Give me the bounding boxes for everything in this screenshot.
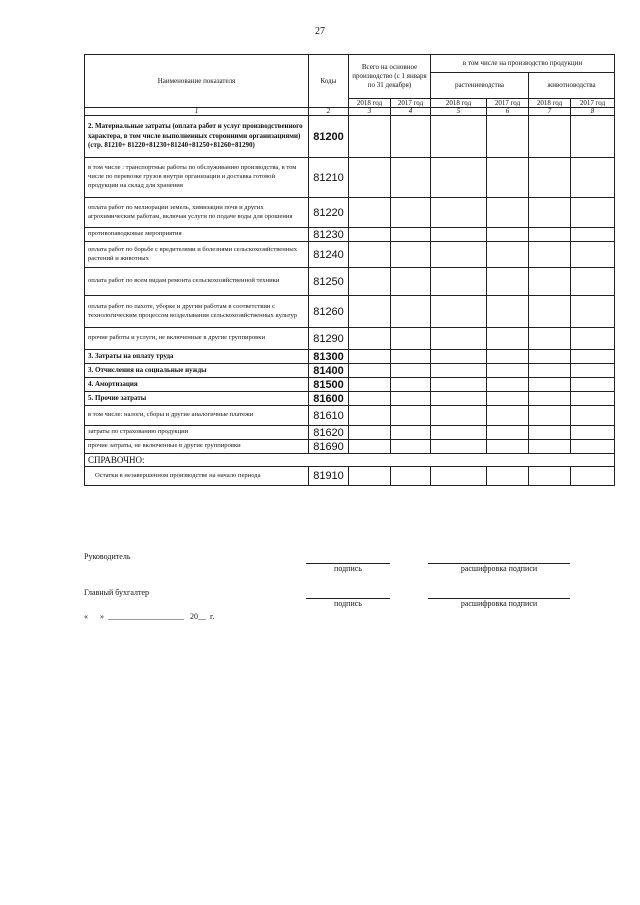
value-cell[interactable]: [571, 158, 615, 198]
value-cell[interactable]: [571, 198, 615, 228]
value-cell[interactable]: [487, 328, 529, 350]
value-cell[interactable]: [391, 440, 431, 454]
value-cell[interactable]: [431, 467, 487, 486]
value-cell[interactable]: [529, 268, 571, 296]
reference-code: 81910: [309, 467, 349, 486]
table-row: [85, 350, 615, 364]
value-cell[interactable]: [349, 406, 391, 426]
column-number: 2: [309, 108, 349, 116]
value-cell[interactable]: [487, 440, 529, 454]
value-cell[interactable]: [529, 158, 571, 198]
value-cell[interactable]: [571, 116, 615, 158]
indicator-name: 4. Амортизация: [85, 378, 309, 392]
indicator-code: 81600: [309, 392, 349, 406]
value-cell[interactable]: [571, 440, 615, 454]
indicator-code: 81210: [309, 158, 349, 198]
value-cell[interactable]: [529, 426, 571, 440]
value-cell[interactable]: [349, 116, 391, 158]
table-row: [85, 364, 615, 378]
value-cell[interactable]: [391, 426, 431, 440]
value-cell[interactable]: [487, 378, 529, 392]
value-cell[interactable]: [349, 426, 391, 440]
header-codes: Коды: [309, 55, 349, 108]
value-cell[interactable]: [529, 296, 571, 328]
value-cell[interactable]: [431, 116, 487, 158]
header-year-2017: 2017 год: [571, 99, 615, 108]
header-year-2017: 2017 год: [487, 99, 529, 108]
value-cell[interactable]: [571, 406, 615, 426]
reference-name: Остатки в незавершенном производстве на начало периода: [85, 467, 309, 486]
value-cell[interactable]: [391, 116, 431, 158]
value-cell[interactable]: [487, 364, 529, 378]
indicator-code: 81400: [309, 364, 349, 378]
value-cell[interactable]: [431, 228, 487, 242]
column-number: 8: [571, 108, 615, 116]
value-cell[interactable]: [431, 406, 487, 426]
indicator-code: 81290: [309, 328, 349, 350]
value-cell[interactable]: [391, 406, 431, 426]
table-row: [85, 328, 615, 350]
header-name: Наименование показателя: [85, 55, 309, 108]
value-cell[interactable]: [431, 426, 487, 440]
header-year-2018: 2018 год: [349, 99, 391, 108]
value-cell[interactable]: [349, 467, 391, 486]
director-signature-caption: подпись: [334, 564, 362, 573]
value-cell[interactable]: [349, 158, 391, 198]
indicator-name: 3. Затраты на оплату труда: [85, 350, 309, 364]
value-cell[interactable]: [529, 467, 571, 486]
value-cell[interactable]: [349, 440, 391, 454]
header-including: в том числе на производство продукции: [431, 55, 615, 73]
header-year-2018: 2018 год: [529, 99, 571, 108]
indicator-code: 81620: [309, 426, 349, 440]
value-cell[interactable]: [391, 364, 431, 378]
value-cell[interactable]: [431, 158, 487, 198]
column-number: 7: [529, 108, 571, 116]
indicator-name: 5. Прочие затраты: [85, 392, 309, 406]
value-cell[interactable]: [349, 328, 391, 350]
value-cell[interactable]: [391, 350, 431, 364]
indicator-name: оплата работ по борьбе с вредителями и болезнями сельскохозяйственных растений и животных: [85, 242, 309, 268]
value-cell[interactable]: [487, 350, 529, 364]
value-cell[interactable]: [571, 378, 615, 392]
value-cell[interactable]: [571, 364, 615, 378]
indicator-code: 81690: [309, 440, 349, 454]
indicator-code: 81200: [309, 116, 349, 158]
value-cell[interactable]: [349, 392, 391, 406]
value-cell[interactable]: [529, 392, 571, 406]
value-cell[interactable]: [529, 350, 571, 364]
value-cell[interactable]: [391, 378, 431, 392]
value-cell[interactable]: [487, 392, 529, 406]
value-cell[interactable]: [571, 242, 615, 268]
value-cell[interactable]: [391, 328, 431, 350]
value-cell[interactable]: [487, 426, 529, 440]
column-number: 6: [487, 108, 529, 116]
indicator-name: затраты по страхованию продукции: [85, 426, 309, 440]
indicator-code: 81240: [309, 242, 349, 268]
reference-title: СПРАВОЧНО:: [85, 454, 615, 467]
header-total: Всего на основное производство (с 1 января по 31 декабря): [349, 55, 431, 99]
indicator-code: 81610: [309, 406, 349, 426]
indicator-name: 2. Материальные затраты (оплата работ и услуг производственного характера, в том числе выполненных сторонними организациями) (стр. 81210+ 81220+81230+81240+81250+81260+81290): [85, 116, 309, 158]
table-row: [85, 158, 615, 198]
accountant-signature-caption: подпись: [334, 599, 362, 608]
table-row: [85, 242, 615, 268]
date-line: « » ___________________ 20__ г.: [84, 612, 215, 621]
table-row: [85, 198, 615, 228]
value-cell[interactable]: [431, 328, 487, 350]
value-cell[interactable]: [431, 350, 487, 364]
table-row: [85, 378, 615, 392]
value-cell[interactable]: [391, 242, 431, 268]
director-label: Руководитель: [84, 552, 131, 561]
table-row: [85, 440, 615, 454]
value-cell[interactable]: [487, 467, 529, 486]
value-cell[interactable]: [529, 228, 571, 242]
header-year-2018: 2018 год: [431, 99, 487, 108]
page-number: 27: [315, 26, 325, 37]
value-cell[interactable]: [571, 426, 615, 440]
value-cell[interactable]: [487, 268, 529, 296]
column-number: 4: [391, 108, 431, 116]
value-cell[interactable]: [349, 350, 391, 364]
indicator-code: 81500: [309, 378, 349, 392]
value-cell[interactable]: [571, 296, 615, 328]
value-cell[interactable]: [431, 364, 487, 378]
value-cell[interactable]: [529, 364, 571, 378]
indicator-name: в том числе : транспортные работы по обслуживанию производства, в том числе по перевозке грузов внутри организации и доставка готовой продукции на склад для хранения: [85, 158, 309, 198]
value-cell[interactable]: [349, 242, 391, 268]
header-livestock: животноводства: [529, 73, 615, 99]
value-cell[interactable]: [431, 242, 487, 268]
value-cell[interactable]: [391, 296, 431, 328]
indicator-code: 81300: [309, 350, 349, 364]
value-cell[interactable]: [349, 364, 391, 378]
value-cell[interactable]: [391, 158, 431, 198]
accountant-decoding-caption: расшифровка подписи: [460, 599, 538, 608]
column-number: 1: [85, 108, 309, 116]
value-cell[interactable]: [431, 198, 487, 228]
value-cell[interactable]: [529, 328, 571, 350]
value-cell[interactable]: [529, 378, 571, 392]
value-cell[interactable]: [487, 198, 529, 228]
column-number: 3: [349, 108, 391, 116]
value-cell[interactable]: [571, 268, 615, 296]
value-cell[interactable]: [571, 350, 615, 364]
value-cell[interactable]: [529, 440, 571, 454]
indicator-name: прочие работы и услуги, не включенные в другие группировки: [85, 328, 309, 350]
indicator-name: оплата работ по мелиорации земель, химизации почв и других агрохимическим работам, включая услуги по подаче воды для орошения: [85, 198, 309, 228]
indicator-name: 3. Отчисления на социальные нужды: [85, 364, 309, 378]
value-cell[interactable]: [487, 158, 529, 198]
indicator-code: 81220: [309, 198, 349, 228]
column-number: 5: [431, 108, 487, 116]
value-cell[interactable]: [349, 268, 391, 296]
value-cell[interactable]: [487, 116, 529, 158]
value-cell[interactable]: [391, 467, 431, 486]
value-cell[interactable]: [431, 378, 487, 392]
value-cell[interactable]: [431, 440, 487, 454]
table-row: [85, 268, 615, 296]
accountant-label: Главный бухгалтер: [84, 588, 149, 597]
value-cell[interactable]: [391, 268, 431, 296]
value-cell[interactable]: [571, 228, 615, 242]
indicator-name: в том числе: налоги, сборы и другие аналогичные платежи: [85, 406, 309, 426]
header-crop: растениеводства: [431, 73, 529, 99]
indicator-name: противопаводковые мероприятия: [85, 228, 309, 242]
indicator-code: 81260: [309, 296, 349, 328]
value-cell[interactable]: [571, 392, 615, 406]
value-cell[interactable]: [529, 242, 571, 268]
value-cell[interactable]: [349, 228, 391, 242]
value-cell[interactable]: [431, 296, 487, 328]
header-year-2017: 2017 год: [391, 99, 431, 108]
value-cell[interactable]: [487, 242, 529, 268]
table-row: [85, 228, 615, 242]
value-cell[interactable]: [431, 392, 487, 406]
value-cell[interactable]: [487, 228, 529, 242]
value-cell[interactable]: [529, 116, 571, 158]
value-cell[interactable]: [571, 467, 615, 486]
indicator-code: 81230: [309, 228, 349, 242]
director-decoding-caption: расшифровка подписи: [460, 564, 538, 573]
indicator-code: 81250: [309, 268, 349, 296]
value-cell[interactable]: [431, 268, 487, 296]
table-row: [85, 296, 615, 328]
value-cell[interactable]: [349, 198, 391, 228]
value-cell[interactable]: [529, 406, 571, 426]
value-cell[interactable]: [391, 198, 431, 228]
value-cell[interactable]: [487, 406, 529, 426]
value-cell[interactable]: [391, 392, 431, 406]
indicator-name: прочие затраты, не включенные в другие группировки: [85, 440, 309, 454]
value-cell[interactable]: [571, 328, 615, 350]
table-row: [85, 392, 615, 406]
indicator-name: оплата работ по всем видам ремонта сельскохозяйственной техники: [85, 268, 309, 296]
value-cell[interactable]: [349, 378, 391, 392]
cost-table: [84, 54, 615, 486]
table-row: [85, 116, 615, 158]
table-row: [85, 426, 615, 440]
value-cell[interactable]: [529, 198, 571, 228]
indicator-name: оплата работ по пахоте, уборке и другим работам в соответствии с технологическим процессом возделывания сельскохозяйственных культур: [85, 296, 309, 328]
value-cell[interactable]: [349, 296, 391, 328]
value-cell[interactable]: [391, 228, 431, 242]
table-row: [85, 406, 615, 426]
value-cell[interactable]: [487, 296, 529, 328]
